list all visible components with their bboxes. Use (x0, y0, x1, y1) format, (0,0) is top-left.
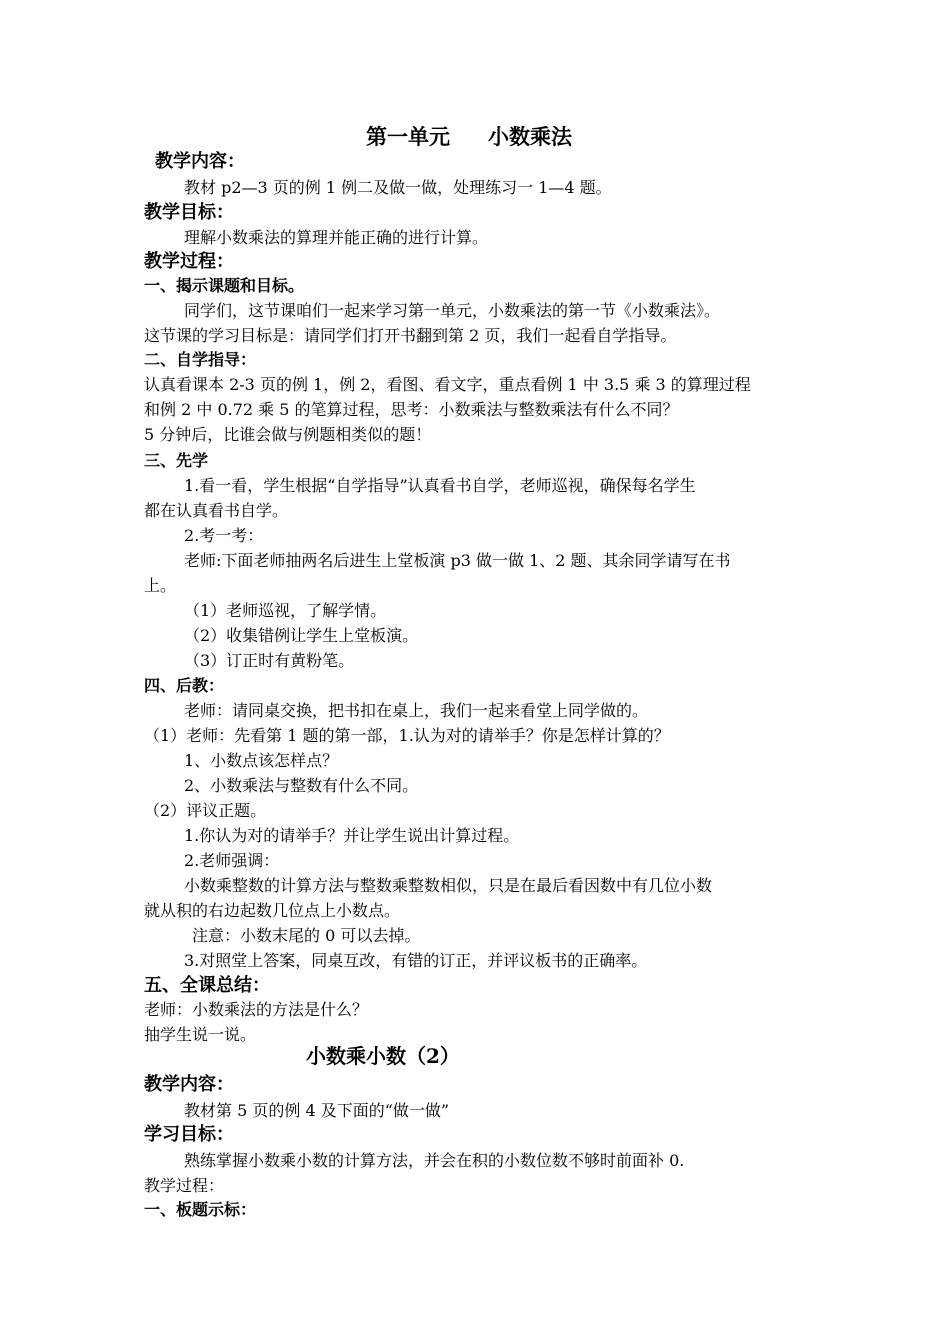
paragraph-line: 上。 (144, 576, 177, 595)
paragraph-line: 5 分钟后，比谁会做与例题相类似的题！ (144, 425, 432, 444)
list-item: （3）订正时有黄粉笔。 (184, 651, 355, 670)
list-item: 2.老师强调： (184, 851, 280, 870)
paragraph-line: （1）老师：先看第 1 题的第一部，1.认为对的请举手？你是怎样计算的？ (144, 726, 670, 745)
paragraph-line: 1.看一看，学生根据“自学指导”认真看书自学，老师巡视，确保每名学生 (184, 476, 696, 495)
lesson1-process-heading: 教学过程： (144, 251, 234, 272)
paragraph-line: 小数乘整数的计算方法与整数乘整数相似，只是在最后看因数中有几位小数 (184, 876, 713, 895)
paragraph-line: （2）评议正题。 (144, 801, 267, 820)
unit-title-part2: 小数乘法 (488, 124, 572, 149)
paragraph-line: 老师:下面老师抽两名后进生上堂板演 p3 做一做 1、2 题、其余同学请写在书 (184, 551, 731, 570)
lesson2-title: 小数乘小数（2） (306, 1044, 460, 1068)
lesson2-content-text: 教材第 5 页的例 4 及下面的“做一做” (184, 1101, 450, 1120)
lesson1-content-text: 教材 p2—3 页的例 1 例二及做一做，处理练习一 1—4 题。 (184, 178, 612, 197)
unit-title (366, 124, 572, 149)
list-item: 3.对照堂上答案，同桌互改，有错的订正，并评议板书的正确率。 (184, 951, 648, 970)
paragraph-line: 和例 2 中 0.72 乘 5 的笔算过程，思考：小数乘法与整数乘法有什么不同？ (144, 400, 679, 419)
lesson2-goal-heading: 学习目标： (144, 1124, 234, 1145)
lesson1-content-heading: 教学内容： (155, 151, 245, 172)
paragraph-line: 同学们，这节课咱们一起来学习第一单元，小数乘法的第一节《小数乘法》。 (184, 301, 721, 320)
lesson2-section1-heading: 一、板题示标： (144, 1200, 257, 1219)
paragraph-line: 就从积的右边起数几位点上小数点。 (144, 901, 401, 920)
lesson2-process-heading: 教学过程： (144, 1176, 225, 1195)
paragraph-line: 注意：小数末尾的 0 可以去掉。 (192, 926, 421, 945)
unit-title-part1: 第一单元 (366, 124, 450, 149)
lesson1-goal-text: 理解小数乘法的算理并能正确的进行计算。 (184, 228, 489, 247)
paragraph-line: 老师：小数乘法的方法是什么？ (144, 1000, 369, 1019)
paragraph-line: 认真看课本 2-3 页的例 1，例 2，看图、看文字，重点看例 1 中 3.5 乘 3 的算理过程 (144, 375, 751, 394)
lesson2-goal-text: 熟练掌握小数乘小数的计算方法，并会在积的小数位数不够时前面补 0. (184, 1151, 685, 1170)
paragraph-line: 这节课的学习目标是：请同学们打开书翻到第 2 页，我们一起看自学指导。 (144, 326, 677, 345)
section3-heading: 三、先学 (144, 451, 209, 470)
section2-heading: 二、自学指导： (144, 350, 257, 369)
list-item: （2）收集错例让学生上堂板演。 (184, 626, 419, 645)
paragraph-line: 抽学生说一说。 (144, 1025, 257, 1044)
lesson1-goal-heading: 教学目标： (144, 202, 234, 223)
lesson2-content-heading: 教学内容： (144, 1074, 234, 1095)
list-item: 1、小数点该怎样点？ (184, 751, 339, 770)
section1-heading: 一、揭示课题和目标。 (144, 276, 305, 295)
list-item: 2、小数乘法与整数有什么不同。 (184, 776, 419, 795)
section4-heading: 四、后教： (144, 676, 225, 695)
section5-heading: 五、全课总结： (144, 975, 270, 996)
paragraph-line: 2.考一考： (184, 526, 264, 545)
paragraph-line: 都在认真看书自学。 (144, 501, 289, 520)
list-item: （1）老师巡视，了解学情。 (184, 601, 387, 620)
paragraph-line: 老师：请同桌交换，把书扣在桌上，我们一起来看堂上同学做的。 (184, 701, 649, 720)
list-item: 1.你认为对的请举手？并让学生说出计算过程。 (184, 826, 520, 845)
